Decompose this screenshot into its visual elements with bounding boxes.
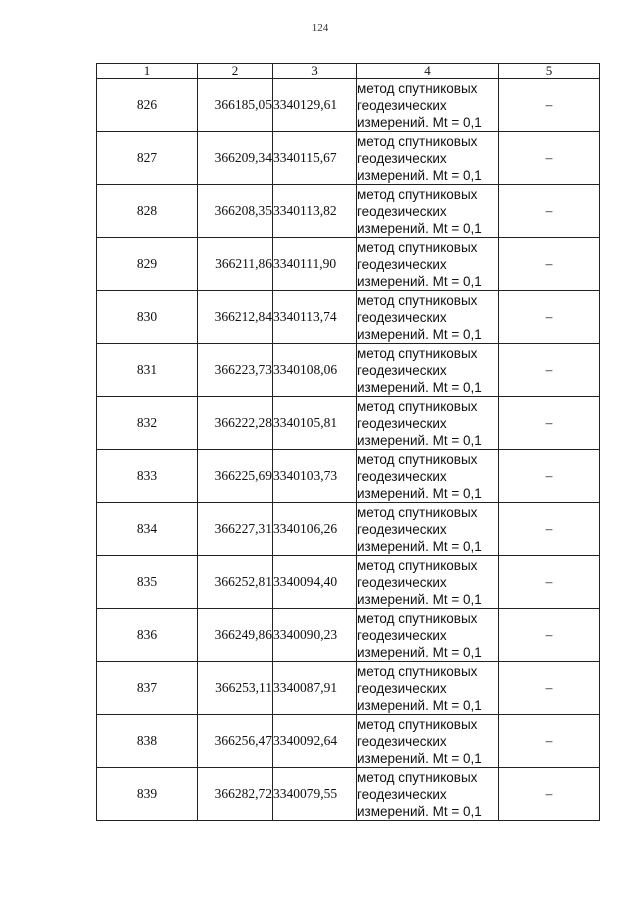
point-number-cell: 826 <box>97 79 198 132</box>
point-number-cell: 830 <box>97 291 198 344</box>
method-text-line: метод спутниковых <box>357 80 478 96</box>
table-row <box>97 503 600 556</box>
y-coordinate-cell: 3340079,55 <box>273 768 357 821</box>
table-row <box>97 662 600 715</box>
point-number-cell: 838 <box>97 715 198 768</box>
method-text-line: геодезических <box>357 627 447 643</box>
x-coordinate-cell: 366252,81 <box>198 556 273 609</box>
method-text-line: геодезических <box>357 309 447 325</box>
point-number-cell: 829 <box>97 238 198 291</box>
method-text-line: измерений. Mt = 0,1 <box>357 167 482 183</box>
column-header-5: 5 <box>499 64 600 79</box>
x-coordinate-cell: 366185,05 <box>198 79 273 132</box>
y-coordinate-cell: 3340108,06 <box>273 344 357 397</box>
table-row <box>97 397 600 450</box>
method-text-line: измерений. Mt = 0,1 <box>357 379 482 395</box>
y-coordinate-cell: 3340113,82 <box>273 185 357 238</box>
y-coordinate-cell: 3340103,73 <box>273 450 357 503</box>
column-header-1: 1 <box>97 64 198 79</box>
method-text-line: геодезических <box>357 150 447 166</box>
method-text-line: геодезических <box>357 786 447 802</box>
method-text-line: метод спутниковых <box>357 557 478 573</box>
point-number-cell: 836 <box>97 609 198 662</box>
note-cell: – <box>499 768 600 821</box>
y-coordinate-cell: 3340092,64 <box>273 715 357 768</box>
method-cell <box>357 609 499 662</box>
method-text-line: метод спутниковых <box>357 345 478 361</box>
x-coordinate-cell: 366227,31 <box>198 503 273 556</box>
method-cell <box>357 715 499 768</box>
x-coordinate-cell: 366223,73 <box>198 344 273 397</box>
table-row <box>97 79 600 132</box>
method-text-line: измерений. Mt = 0,1 <box>357 538 482 554</box>
method-text-line: измерений. Mt = 0,1 <box>357 591 482 607</box>
method-cell <box>357 556 499 609</box>
method-text-line: геодезических <box>357 468 447 484</box>
y-coordinate-cell: 3340111,90 <box>273 238 357 291</box>
table-row <box>97 609 600 662</box>
note-cell: – <box>499 185 600 238</box>
note-cell: – <box>499 662 600 715</box>
x-coordinate-cell: 366211,86 <box>198 238 273 291</box>
note-cell: – <box>499 556 600 609</box>
table-row <box>97 185 600 238</box>
method-text-line: геодезических <box>357 203 447 219</box>
note-cell: – <box>499 132 600 185</box>
x-coordinate-cell: 366253,11 <box>198 662 273 715</box>
y-coordinate-cell: 3340105,81 <box>273 397 357 450</box>
method-text-line: метод спутниковых <box>357 663 478 679</box>
table-row <box>97 344 600 397</box>
x-coordinate-cell: 366208,35 <box>198 185 273 238</box>
table-row <box>97 556 600 609</box>
method-text-line: метод спутниковых <box>357 451 478 467</box>
x-coordinate-cell: 366212,84 <box>198 291 273 344</box>
point-number-cell: 831 <box>97 344 198 397</box>
coordinates-table <box>96 63 600 821</box>
method-text-line: измерений. Mt = 0,1 <box>357 644 482 660</box>
method-text-line: метод спутниковых <box>357 769 478 785</box>
method-text-line: измерений. Mt = 0,1 <box>357 697 482 713</box>
method-text-line: метод спутниковых <box>357 239 478 255</box>
table-body <box>97 79 600 821</box>
method-cell <box>357 503 499 556</box>
method-text-line: измерений. Mt = 0,1 <box>357 326 482 342</box>
method-text-line: измерений. Mt = 0,1 <box>357 220 482 236</box>
method-cell <box>357 662 499 715</box>
y-coordinate-cell: 3340113,74 <box>273 291 357 344</box>
method-cell <box>357 397 499 450</box>
column-header-4: 4 <box>357 64 499 79</box>
method-text-line: измерений. Mt = 0,1 <box>357 273 482 289</box>
method-text-line: геодезических <box>357 415 447 431</box>
column-header-2: 2 <box>198 64 273 79</box>
point-number-cell: 827 <box>97 132 198 185</box>
method-text-line: измерений. Mt = 0,1 <box>357 485 482 501</box>
table-row <box>97 715 600 768</box>
method-text-line: метод спутниковых <box>357 133 478 149</box>
y-coordinate-cell: 3340129,61 <box>273 79 357 132</box>
note-cell: – <box>499 609 600 662</box>
table-row <box>97 450 600 503</box>
method-cell <box>357 450 499 503</box>
method-text-line: измерений. Mt = 0,1 <box>357 750 482 766</box>
table-row <box>97 132 600 185</box>
y-coordinate-cell: 3340115,67 <box>273 132 357 185</box>
note-cell: – <box>499 344 600 397</box>
point-number-cell: 835 <box>97 556 198 609</box>
note-cell: – <box>499 79 600 132</box>
y-coordinate-cell: 3340087,91 <box>273 662 357 715</box>
method-text-line: геодезических <box>357 574 447 590</box>
note-cell: – <box>499 503 600 556</box>
note-cell: – <box>499 397 600 450</box>
table-row <box>97 238 600 291</box>
method-text-line: метод спутниковых <box>357 186 478 202</box>
point-number-cell: 837 <box>97 662 198 715</box>
point-number-cell: 834 <box>97 503 198 556</box>
table-row <box>97 768 600 821</box>
table-header-row <box>97 64 600 79</box>
method-text-line: измерений. Mt = 0,1 <box>357 803 482 819</box>
note-cell: – <box>499 291 600 344</box>
method-text-line: измерений. Mt = 0,1 <box>357 432 482 448</box>
x-coordinate-cell: 366249,86 <box>198 609 273 662</box>
method-text-line: метод спутниковых <box>357 716 478 732</box>
method-text-line: геодезических <box>357 680 447 696</box>
method-text-line: измерений. Mt = 0,1 <box>357 114 482 130</box>
x-coordinate-cell: 366256,47 <box>198 715 273 768</box>
method-text-line: геодезических <box>357 733 447 749</box>
method-cell <box>357 79 499 132</box>
method-text-line: геодезических <box>357 97 447 113</box>
point-number-cell: 832 <box>97 397 198 450</box>
note-cell: – <box>499 238 600 291</box>
method-cell <box>357 132 499 185</box>
x-coordinate-cell: 366225,69 <box>198 450 273 503</box>
method-text-line: метод спутниковых <box>357 610 478 626</box>
method-text-line: геодезических <box>357 256 447 272</box>
table-row <box>97 291 600 344</box>
note-cell: – <box>499 450 600 503</box>
note-cell: – <box>499 715 600 768</box>
y-coordinate-cell: 3340094,40 <box>273 556 357 609</box>
method-text-line: геодезических <box>357 521 447 537</box>
method-cell <box>357 291 499 344</box>
page-number: 124 <box>311 22 329 34</box>
y-coordinate-cell: 3340106,26 <box>273 503 357 556</box>
method-text-line: метод спутниковых <box>357 504 478 520</box>
point-number-cell: 828 <box>97 185 198 238</box>
method-text-line: метод спутниковых <box>357 398 478 414</box>
method-text-line: метод спутниковых <box>357 292 478 308</box>
method-cell <box>357 344 499 397</box>
y-coordinate-cell: 3340090,23 <box>273 609 357 662</box>
x-coordinate-cell: 366282,72 <box>198 768 273 821</box>
point-number-cell: 833 <box>97 450 198 503</box>
x-coordinate-cell: 366209,34 <box>198 132 273 185</box>
column-header-3: 3 <box>273 64 357 79</box>
x-coordinate-cell: 366222,28 <box>198 397 273 450</box>
method-text-line: геодезических <box>357 362 447 378</box>
method-cell <box>357 768 499 821</box>
method-cell <box>357 238 499 291</box>
point-number-cell: 839 <box>97 768 198 821</box>
method-cell <box>357 185 499 238</box>
